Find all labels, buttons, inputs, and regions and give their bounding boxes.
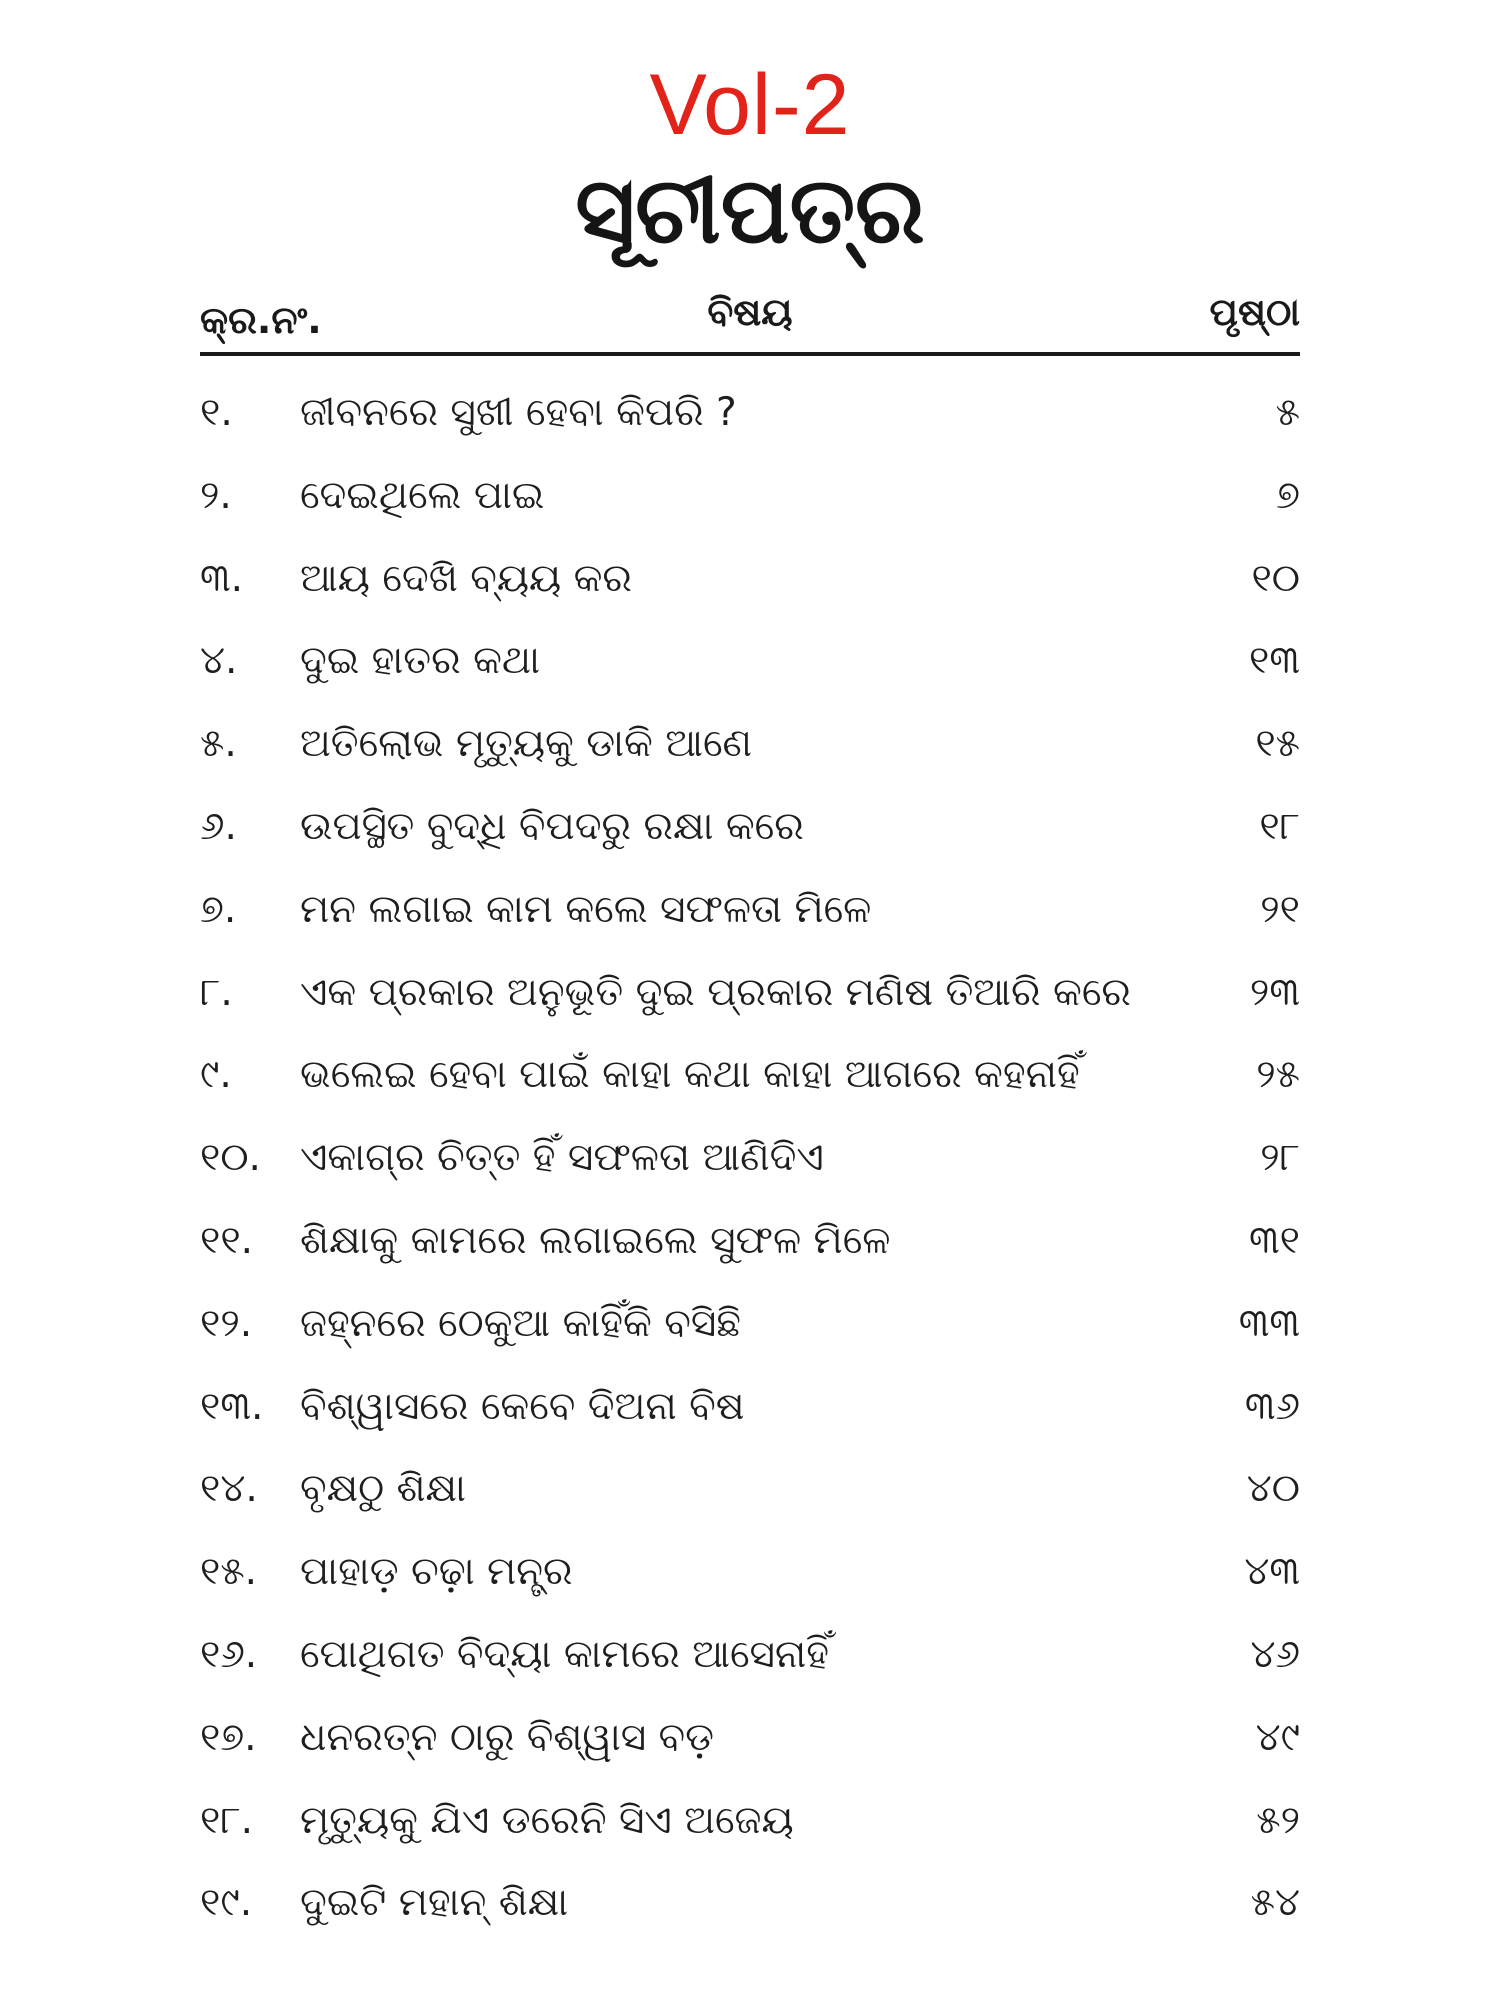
toc-entry — [200, 372, 1300, 455]
entry-page: ୧୩ — [1249, 638, 1300, 684]
toc-entry — [200, 869, 1300, 952]
toc-entry — [200, 1862, 1300, 1945]
toc-entry — [200, 455, 1300, 538]
entry-page: ୪୦ — [1246, 1466, 1300, 1512]
entry-page: ୩୩ — [1238, 1300, 1300, 1346]
toc-entry — [200, 1117, 1300, 1200]
entry-number: ୧୪. — [200, 1466, 258, 1512]
page-column-header: ପୃଷ୍ଠା — [1209, 290, 1300, 334]
entry-title: ବିଶ୍ୱାସରେ କେବେ ଦିଅନା ବିଷ — [300, 1383, 745, 1429]
toc-entry — [200, 538, 1300, 621]
entry-title: ମନ ଲଗାଇ କାମ କଲେ ସଫଳତା ମିଳେ — [300, 886, 872, 932]
entry-number: ୮. — [200, 969, 233, 1015]
toc-entry — [200, 1034, 1300, 1117]
toc-entry — [200, 786, 1300, 869]
subject-column-header: ବିଷୟ — [707, 290, 793, 334]
entry-number: ୧୩. — [200, 1383, 264, 1429]
entry-number: ୪. — [200, 638, 238, 684]
entry-number: ୧୧. — [200, 1217, 254, 1263]
entry-number: ୬. — [200, 803, 237, 849]
entry-title: ଅତିଲୋଭ ମୃତ୍ୟୁକୁ ଡାକି ଆଣେ — [300, 721, 752, 767]
toc-entry — [200, 620, 1300, 703]
toc-entry — [200, 1366, 1300, 1449]
toc-list — [200, 372, 1300, 1945]
entry-page: ୨୧ — [1260, 886, 1300, 932]
entry-number: ୧୭. — [200, 1714, 257, 1760]
entry-title: ବୃକ୍ଷଠୁ ଶିକ୍ଷା — [300, 1466, 466, 1512]
entry-title: ଏକାଗ୍ର ଚିତ୍ତ ହିଁ ସଫଳତା ଆଣିଦିଏ — [300, 1135, 824, 1181]
serial-column-header: କ୍ର.ନଂ. — [200, 298, 322, 342]
toc-entry — [200, 1200, 1300, 1283]
toc-entry — [200, 703, 1300, 786]
entry-title: ଶିକ୍ଷାକୁ କାମରେ ଲଗାଇଲେ ସୁଫଳ ମିଳେ — [300, 1217, 891, 1263]
entry-number: ୩. — [200, 555, 244, 601]
page-title: ସୂଚୀପତ୍ର — [575, 157, 925, 264]
entry-page: ୪୬ — [1250, 1631, 1300, 1677]
toc-entry — [200, 1697, 1300, 1780]
entry-title: ଆୟ ଦେଖି ବ୍ୟୟ କର — [300, 555, 632, 601]
entry-title: ଦୁଇଟି ମହାନ୍ ଶିକ୍ଷା — [300, 1880, 569, 1926]
entry-page: ୫୪ — [1250, 1880, 1300, 1926]
entry-title: ଦୁଇ ହାତର କଥା — [300, 638, 540, 684]
entry-page: ୫ — [1275, 390, 1300, 435]
header-divider — [200, 352, 1300, 356]
entry-page: ୨୮ — [1260, 1135, 1300, 1181]
entry-page: ୪୩ — [1244, 1549, 1300, 1595]
entry-title: ଏକ ପ୍ରକାର ଅନୁଭୂତି ଦୁଇ ପ୍ରକାର ମଣିଷ ତିଆରି କରେ — [300, 969, 1131, 1015]
entry-number: ୧୮. — [200, 1797, 254, 1843]
entry-page: ୨୫ — [1256, 1052, 1300, 1098]
entry-number: ୧୦. — [200, 1135, 261, 1181]
toc-entry — [200, 1283, 1300, 1366]
entry-title: ଜୀବନରେ ସୁଖୀ ହେବା କିପରି ? — [300, 390, 737, 435]
entry-title: ପାହାଡ଼ ଚଢ଼ା ମନ୍ତ୍ର — [300, 1549, 573, 1595]
entry-number: ୧୯. — [200, 1880, 253, 1926]
entry-number: ୫. — [200, 721, 237, 767]
entry-page: ୨୩ — [1249, 969, 1300, 1015]
entry-title: ମୃତ୍ୟୁକୁ ଯିଏ ଡରେନି ସିଏ ଅଜେୟ — [300, 1797, 794, 1843]
entry-number: ୧୬. — [200, 1631, 258, 1677]
entry-number: ୨. — [200, 472, 232, 518]
entry-title: ଦେଇଥିଲେ ପାଇ — [300, 472, 545, 518]
entry-title: ଜହ୍ନରେ ଠେକୁଆ କାହିଁକି ବସିଛି — [300, 1300, 741, 1346]
entry-page: ୩୬ — [1244, 1383, 1300, 1429]
entry-page: ୧୮ — [1259, 803, 1300, 849]
toc-entry — [200, 1448, 1300, 1531]
entry-title: ଭଲେଇ ହେବା ପାଇଁ କାହା କଥା କାହା ଆଗରେ କହନାହିଁ — [300, 1052, 1080, 1098]
entry-number: ୭. — [200, 886, 237, 932]
volume-label: Vol-2 — [649, 57, 851, 153]
toc-entry — [200, 1531, 1300, 1614]
toc-entry — [200, 952, 1300, 1035]
entry-page: ୫୨ — [1256, 1797, 1300, 1843]
table-header — [200, 290, 1300, 346]
entry-page: ୧୦ — [1251, 555, 1300, 601]
entry-number: ୧୨. — [200, 1300, 253, 1346]
entry-number: ୧. — [200, 390, 233, 435]
entry-title: ଧନରତ୍ନ ଠାରୁ ବିଶ୍ୱାସ ବଡ଼ — [300, 1714, 715, 1760]
entry-number: ୧୫. — [200, 1549, 258, 1595]
toc-entry — [200, 1614, 1300, 1697]
entry-page: ୩୧ — [1249, 1217, 1300, 1263]
entry-title: ପୋଥିଗତ ବିଦ୍ୟା କାମରେ ଆସେନାହିଁ — [300, 1631, 830, 1677]
entry-page: ୭ — [1276, 472, 1300, 518]
entry-title: ଉପସ୍ଥିତ ବୁଦ୍ଧି ବିପଦରୁ ରକ୍ଷା କରେ — [300, 803, 804, 849]
entry-number: ୯. — [200, 1052, 232, 1098]
toc-entry — [200, 1780, 1300, 1863]
entry-page: ୧୫ — [1255, 721, 1300, 767]
entry-page: ୪୯ — [1255, 1714, 1300, 1760]
